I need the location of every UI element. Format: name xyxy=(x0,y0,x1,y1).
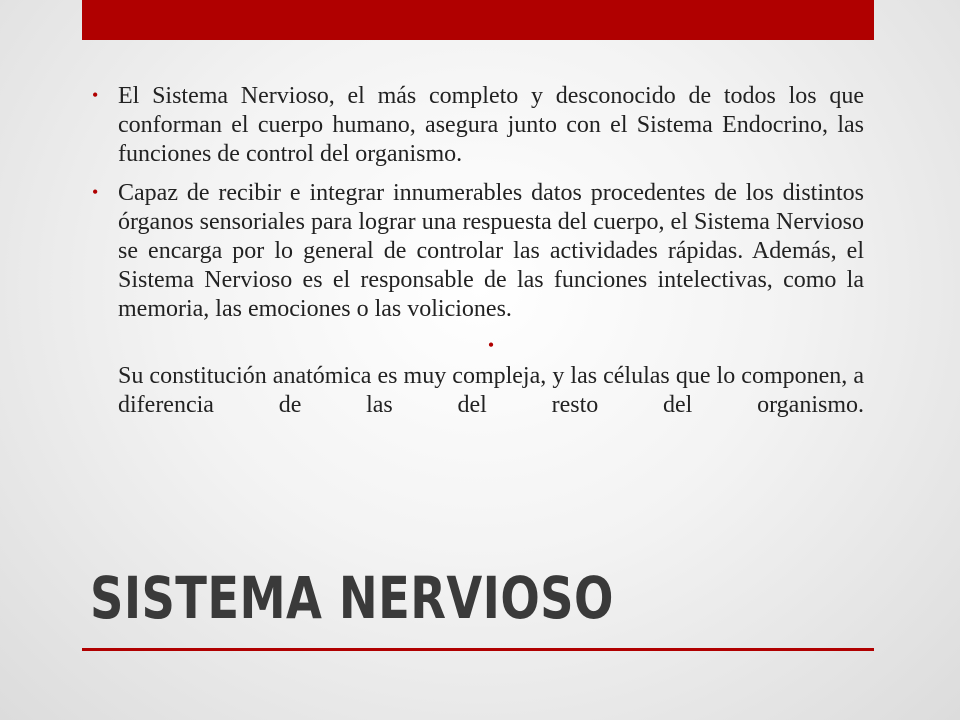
bullet-text: Capaz de recibir e integrar innumerables datos procedentes de los distintos órganos sensoriales para lograr una respuesta del cuerpo, el Sistema Nervioso se encarga por lo general de controlar las actividades rápidas. Además, el Sistema Nervioso es el responsable de las funciones intelectivas, como la memoria, las emociones o las voliciones. xyxy=(118,180,864,322)
empty-bullet-marker: • xyxy=(487,335,495,355)
title-underline xyxy=(82,648,874,651)
bullet-item-2 xyxy=(92,179,864,324)
bullet-marker: • xyxy=(92,85,99,105)
bullet-item-1 xyxy=(92,82,864,169)
top-accent-band xyxy=(82,0,874,40)
bullet-text: El Sistema Nervioso, el más completo y desconocido de todos los que conforman el cuerpo humano, asegura junto con el Sistema Endocrino, las funciones de control del organismo. xyxy=(118,83,864,167)
slide-title: SISTEMA NERVIOSO xyxy=(90,564,614,632)
bullet-marker: • xyxy=(92,182,99,202)
slide-body xyxy=(92,82,864,420)
continuation-paragraph: Su constitución anatómica es muy compleja, y las células que lo componen, a diferencia de las del resto del organismo. xyxy=(118,363,864,418)
